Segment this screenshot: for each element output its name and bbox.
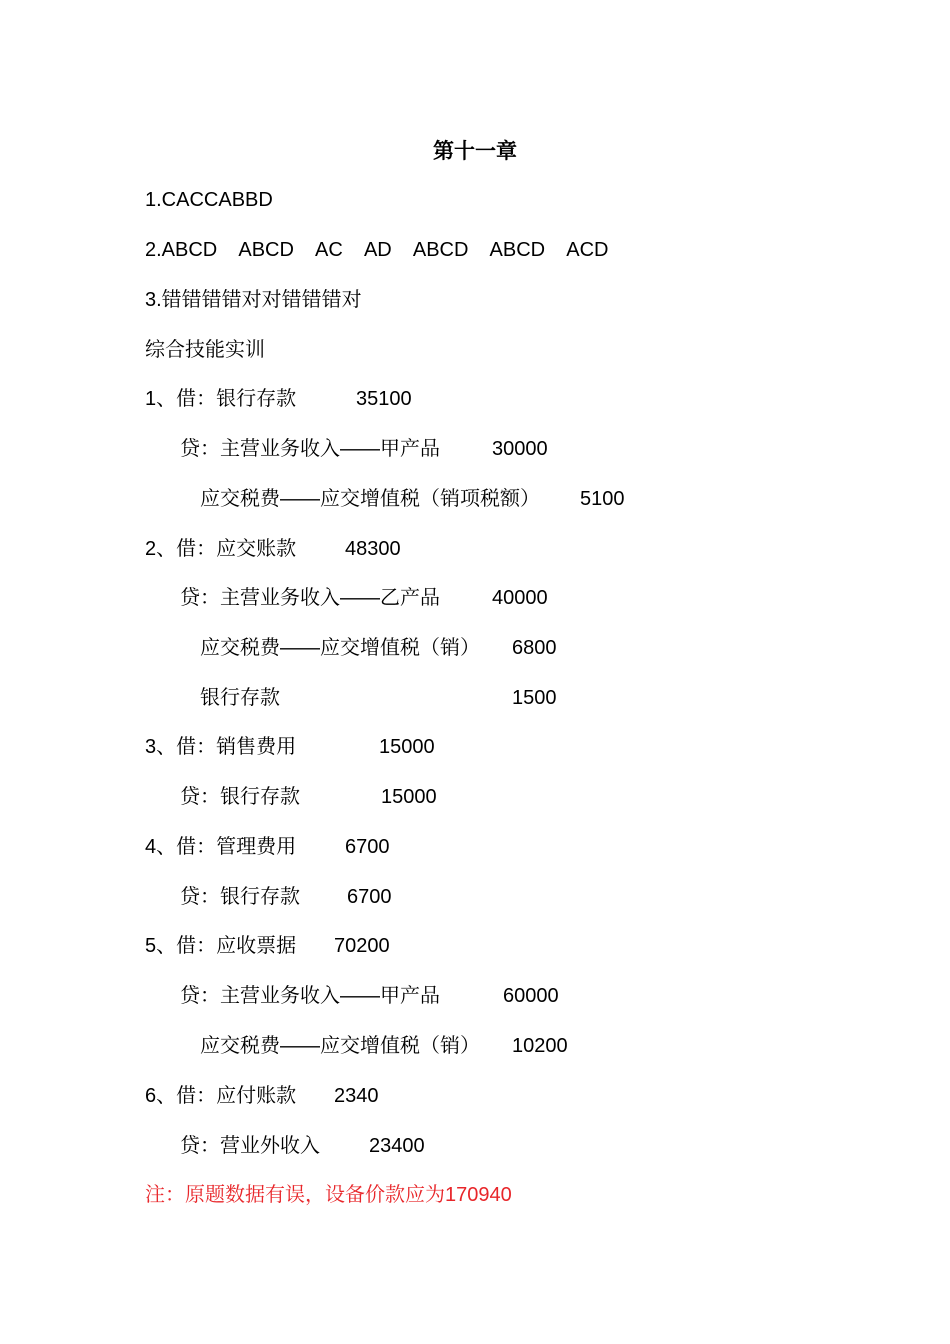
entry-1-credit-1: [180, 435, 840, 463]
credit-amount: 23400: [369, 1135, 425, 1157]
answer-line-3: 3.错错错错对对错错错对: [145, 289, 362, 311]
credit-label: 银行存款: [200, 687, 280, 709]
credit-label: 应交税费——应交增值税（销）: [200, 637, 480, 659]
debit-label: 5、借：应收票据: [145, 935, 297, 957]
entry-6-credit-1: [180, 1132, 840, 1160]
entry-5-debit: [145, 932, 845, 960]
credit-amount: 6700: [347, 886, 392, 908]
answer-line-1: 1.CACCABBD: [145, 189, 273, 211]
entry-6-debit: [145, 1082, 845, 1110]
credit-label: 贷：主营业务收入——乙产品: [180, 587, 440, 609]
entry-3-credit-1: [180, 783, 840, 811]
entry-1-credit-2: [200, 485, 840, 513]
credit-amount: 15000: [381, 786, 437, 808]
answer-line-2: 2.ABCD ABCD AC AD ABCD ABCD ACD: [145, 239, 609, 261]
credit-label: 贷：银行存款: [180, 886, 300, 908]
credit-label: 贷：营业外收入: [180, 1135, 320, 1157]
credit-amount: 5100: [580, 488, 625, 510]
debit-amount: 15000: [379, 736, 435, 758]
credit-label: 应交税费——应交增值税（销）: [200, 1035, 480, 1057]
credit-amount: 40000: [492, 587, 548, 609]
entry-4-debit: [145, 833, 845, 861]
debit-label: 1、借：银行存款: [145, 388, 297, 410]
debit-label: 4、借：管理费用: [145, 836, 297, 858]
debit-amount: 48300: [345, 538, 401, 560]
credit-amount: 30000: [492, 438, 548, 460]
chapter-title: 第十一章: [433, 140, 517, 163]
entry-2-credit-2: [200, 634, 840, 662]
entry-2-credit-3: [200, 684, 840, 712]
correction-note: 注：原题数据有误，设备价款应为170940: [145, 1184, 512, 1206]
debit-amount: 2340: [334, 1085, 379, 1107]
entry-2-credit-1: [180, 584, 840, 612]
debit-label: 3、借：销售费用: [145, 736, 297, 758]
credit-label: 贷：主营业务收入——甲产品: [180, 985, 440, 1007]
credit-label: 应交税费——应交增值税（销项税额）: [200, 488, 540, 510]
debit-amount: 6700: [345, 836, 390, 858]
section-heading: 综合技能实训: [145, 339, 265, 361]
entry-4-credit-1: [180, 883, 840, 911]
credit-amount: 10200: [512, 1035, 568, 1057]
debit-label: 2、借：应交账款: [145, 538, 297, 560]
credit-amount: 60000: [503, 985, 559, 1007]
credit-label: 贷：银行存款: [180, 786, 300, 808]
credit-amount: 6800: [512, 637, 557, 659]
debit-label: 6、借：应付账款: [145, 1085, 297, 1107]
entry-3-debit: [145, 733, 845, 761]
entry-5-credit-1: [180, 982, 840, 1010]
debit-amount: 35100: [356, 388, 412, 410]
credit-label: 贷：主营业务收入——甲产品: [180, 438, 440, 460]
entry-5-credit-2: [200, 1032, 840, 1060]
credit-amount: 1500: [512, 687, 557, 709]
debit-amount: 70200: [334, 935, 390, 957]
entry-2-debit: [145, 535, 845, 563]
entry-1-debit: [145, 385, 845, 413]
